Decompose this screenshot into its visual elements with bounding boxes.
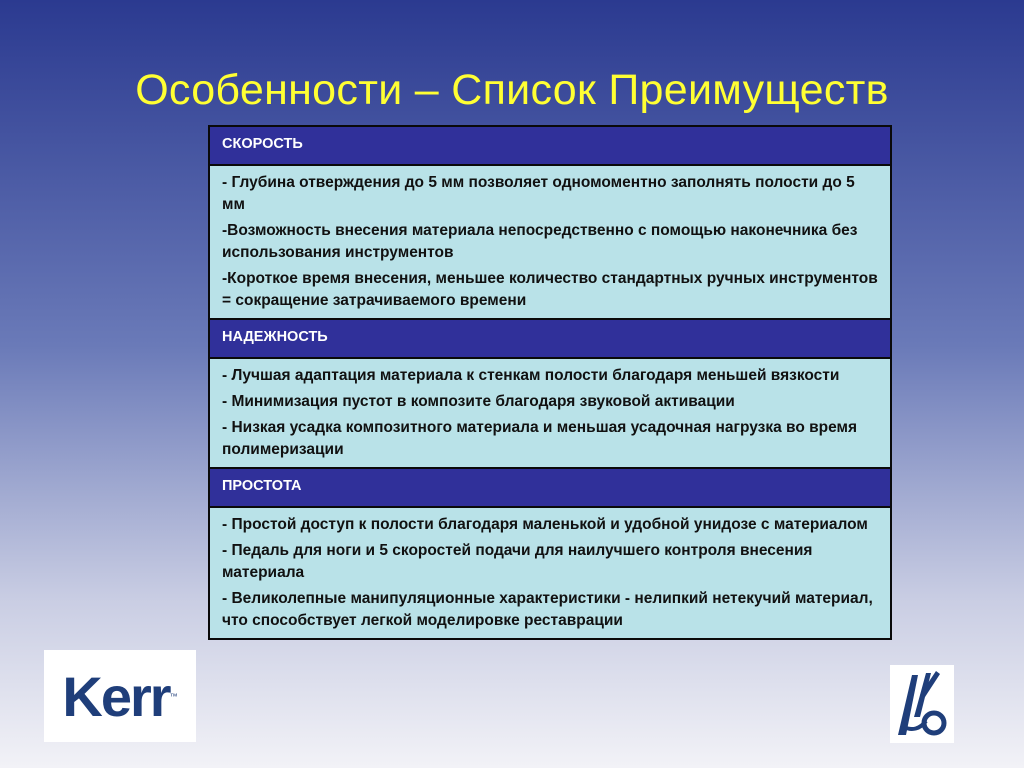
list-item: - Великолепные манипуляционные характеристики - нелипкий нетекучий материал, что способствует легкой моделировке реставрации: [222, 590, 873, 629]
list-item: - Простой доступ к полости благодаря маленькой и удобной унидозе с материалом: [222, 516, 868, 533]
slide-title: Особенности – Список Преимуществ: [135, 66, 889, 114]
brand-logo-graphic: [890, 665, 954, 743]
trademark-mark: ™: [169, 691, 178, 701]
list-item: -Короткое время внесения, меньшее количество стандартных ручных инструментов = сокращение затрачиваемого времени: [222, 270, 878, 309]
kerr-logo: [44, 650, 196, 742]
list-item: - Педаль для ноги и 5 скоростей подачи для наилучшего контроля внесения материала: [222, 542, 813, 581]
kerr-logo-text: Kerr: [62, 664, 170, 728]
section-body-reliability: [210, 359, 890, 469]
brand-logo-icon: [890, 665, 954, 743]
list-item: - Глубина отверждения до 5 мм позволяет одномоментно заполнять полости до 5 мм: [222, 174, 855, 213]
section-body-simplicity: [210, 508, 890, 638]
list-item: - Низкая усадка композитного материала и меньшая усадочная нагрузка во время полимеризации: [222, 419, 858, 458]
features-table: [208, 125, 892, 640]
section-header-simplicity: ПРОСТОТА: [210, 469, 890, 508]
list-item: -Возможность внесения материала непосредственно с помощью наконечника без использования инструментов: [222, 222, 858, 261]
section-body-speed: [210, 166, 890, 320]
list-item: - Минимизация пустот в композите благодаря звуковой активации: [222, 393, 735, 410]
list-item: - Лучшая адаптация материала к стенкам полости благодаря меньшей вязкости: [222, 367, 840, 384]
section-header-speed: СКОРОСТЬ: [210, 127, 890, 166]
section-header-reliability: НАДЕЖНОСТЬ: [210, 320, 890, 359]
